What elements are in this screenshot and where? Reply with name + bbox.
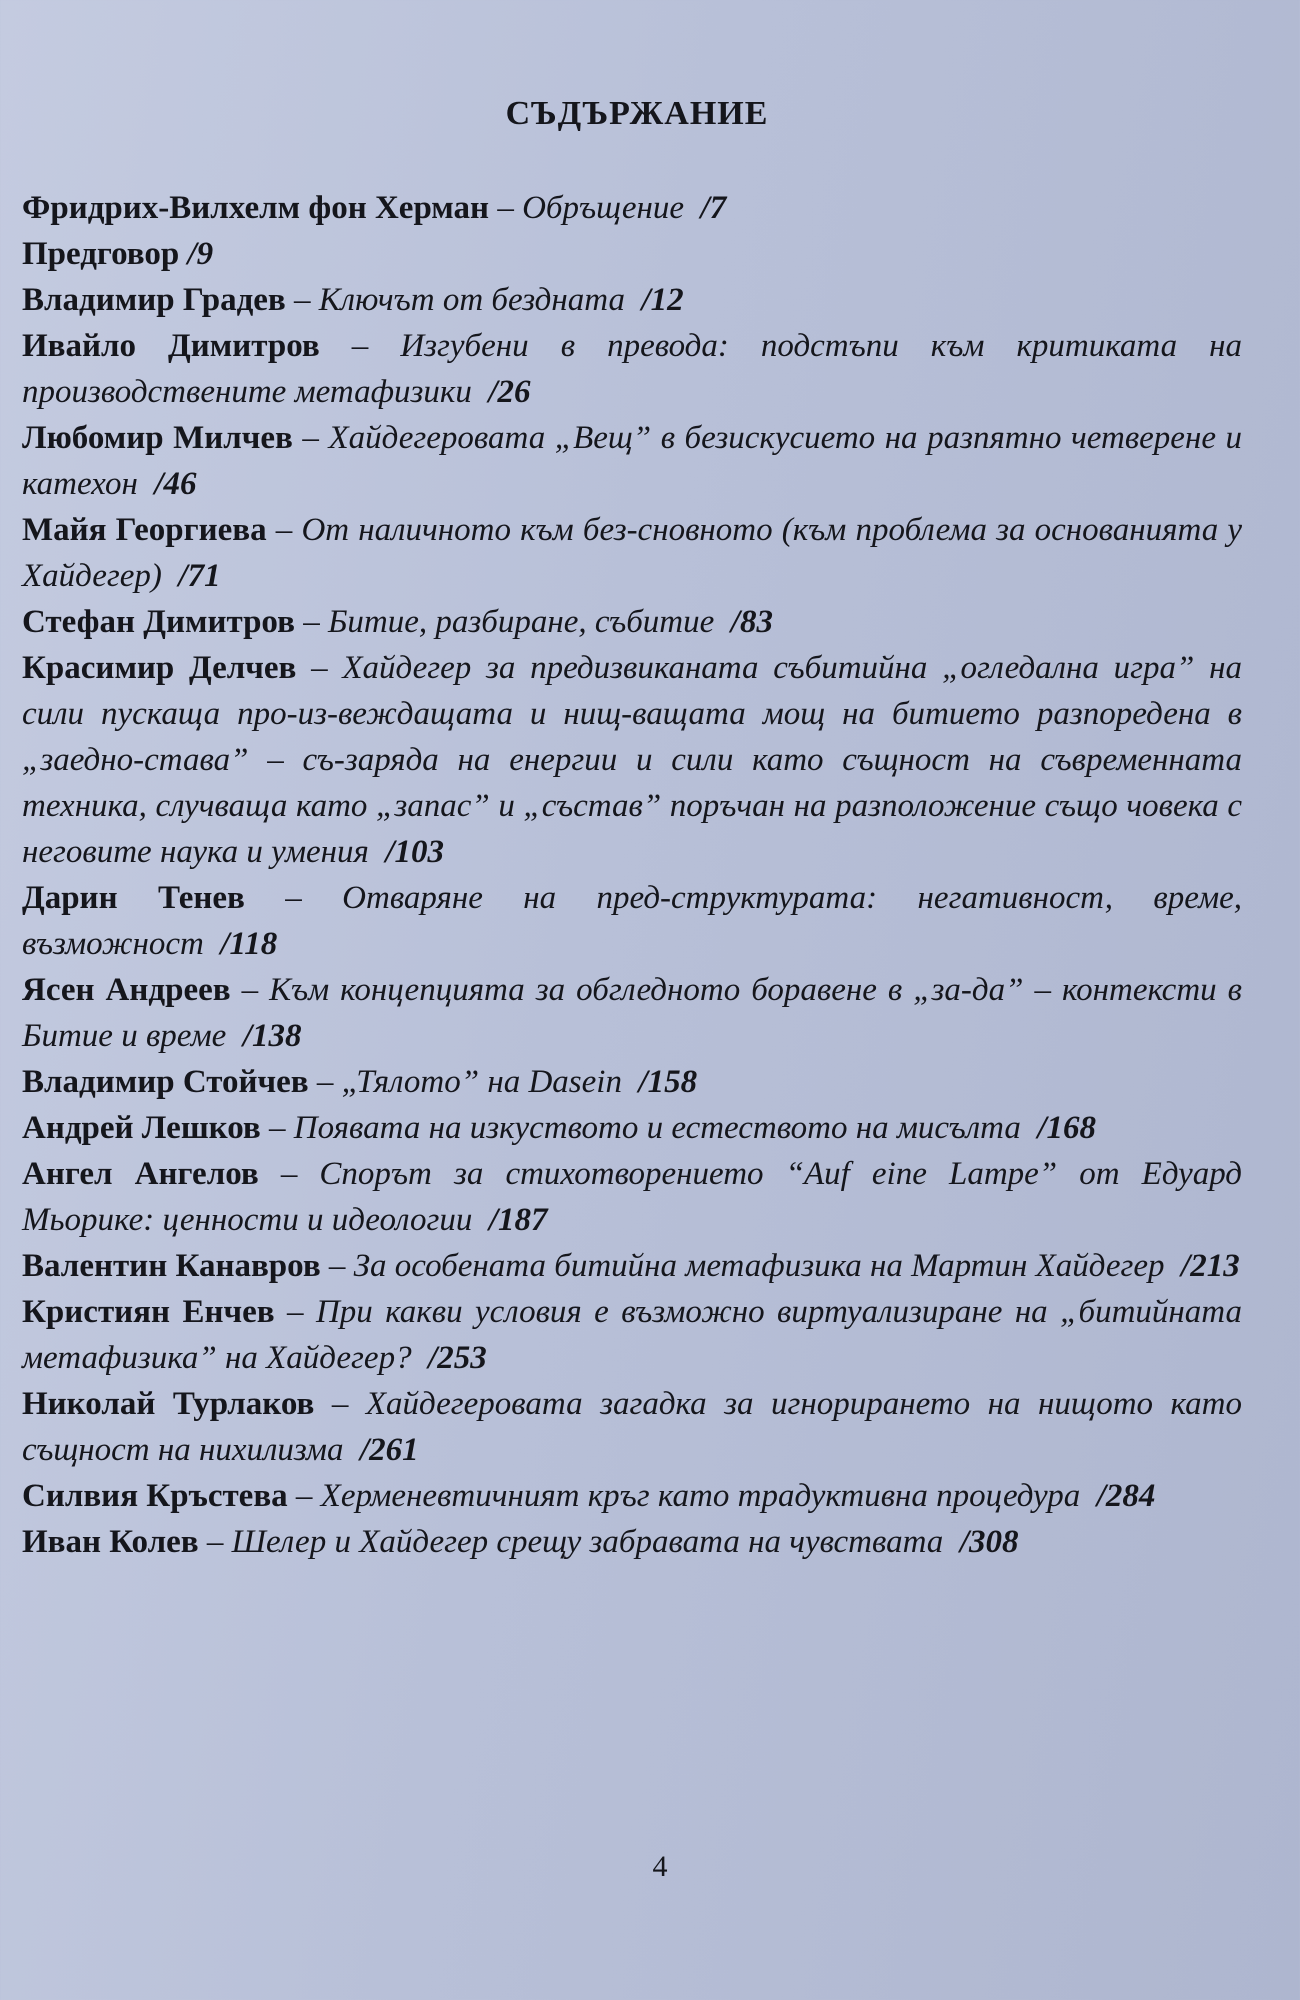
- toc-entry-page-number: /103: [385, 834, 445, 870]
- toc-entry-author: Владимир Градев: [22, 282, 286, 318]
- toc-entry: [22, 231, 1242, 277]
- toc-entry-title: При какви условия е възможно виртуализиране на „битийната метафизика” на Хайдегер?: [22, 1294, 1243, 1376]
- toc-entry: [22, 415, 1242, 507]
- toc-entry-title: Херменевтичният кръг като традуктивна процедура: [320, 1478, 1081, 1514]
- toc-entry-separator: –: [198, 1524, 232, 1560]
- toc-entry: [22, 1381, 1242, 1473]
- toc-entry-author: Любомир Милчев: [22, 420, 293, 456]
- table-of-contents: [22, 185, 1242, 1565]
- page-number: 4: [652, 1850, 668, 1883]
- toc-entry-separator: –: [314, 1386, 366, 1422]
- toc-entry-separator: –: [230, 972, 270, 1008]
- toc-entry: [22, 1059, 1242, 1105]
- toc-entry-author: Силвия Кръстева: [22, 1478, 288, 1514]
- toc-entry-title: Хайдегер за предизвиканата събитийна „огледална игра” на сили пускаща про-из-веждащата и нищ-ващата мощ на битието разпоредена в „заедно-става” – съ-заряда на енергии и сили като същност на съвременната техника, случваща като „запас” и „състав” поръчан на разположение също човека с неговите наука и умения: [22, 650, 1242, 870]
- toc-entry: [22, 875, 1242, 967]
- toc-entry: [22, 1151, 1242, 1243]
- toc-entry-separator: –: [294, 604, 328, 640]
- toc-entry-title: „Тялото” на Dasein: [341, 1064, 622, 1100]
- toc-entry-author: Валентин Канавров: [22, 1248, 321, 1284]
- toc-entry-page-number: /213: [1181, 1248, 1240, 1284]
- toc-entry-author: Кристиян Енчев: [22, 1294, 275, 1330]
- toc-entry-title: Шелер и Хайдегер срещу забравата на чувствата: [231, 1524, 944, 1560]
- toc-entry-separator: –: [489, 190, 523, 226]
- toc-entry-author: Владимир Стойчев: [22, 1064, 309, 1100]
- toc-entry-page-number: /26: [488, 374, 531, 410]
- toc-entry-title: За особената битийна метафизика на Мартин Хайдегер: [353, 1248, 1165, 1284]
- toc-entry: [22, 599, 1242, 645]
- toc-entry-author: Николай Турлаков: [22, 1386, 315, 1422]
- toc-entry: [22, 1519, 1242, 1565]
- toc-entry: [22, 1473, 1242, 1519]
- toc-entry-title: Ключът от бездната: [318, 282, 625, 318]
- toc-entry-separator: –: [266, 512, 302, 548]
- toc-entry-page-number: /308: [959, 1524, 1019, 1560]
- toc-entry-page-number: /261: [360, 1432, 419, 1468]
- toc-entry-title: Битие, разбиране, събитие: [327, 604, 715, 640]
- toc-entry-separator: –: [274, 1294, 316, 1330]
- toc-entry-title: Изгубени в превода: подстъпи към критиката на производствените метафизики: [22, 328, 1242, 410]
- toc-entry-page-number: /118: [220, 926, 278, 962]
- toc-entry: [22, 967, 1242, 1059]
- toc-entry-author: Майя Георгиева: [22, 512, 267, 548]
- toc-entry-page-number: /187: [488, 1202, 548, 1238]
- toc-entry: [22, 185, 1242, 231]
- toc-entry-separator: –: [319, 328, 401, 364]
- toc-entry-title: Хайдегеровата загадка за игнорирането на нищото като същност на нихилизма: [22, 1386, 1242, 1468]
- toc-entry-title: Обръщение: [522, 190, 685, 226]
- toc-entry-separator: –: [287, 1478, 321, 1514]
- toc-entry-separator: –: [292, 420, 329, 456]
- page-title: СЪДЪРЖАНИЕ: [505, 95, 769, 132]
- toc-entry-separator: –: [244, 880, 343, 916]
- toc-entry-title: От наличното към без-сновното (към проблема за основанията у Хайдегер): [22, 512, 1242, 594]
- toc-entry-title: Появата на изкуството и естеството на мисълта: [293, 1110, 1021, 1146]
- toc-entry-page-number: /71: [178, 558, 221, 594]
- toc-entry-separator: –: [260, 1110, 294, 1146]
- toc-entry-page-number: /284: [1096, 1478, 1156, 1514]
- toc-entry-author: Стефан Димитров: [22, 604, 295, 640]
- toc-entry-page-number: /168: [1037, 1110, 1097, 1146]
- toc-entry: [22, 507, 1242, 599]
- toc-entry-title: Спорът за стихотворението “Auf eine Lampe” от Едуард Мьорике: ценности и идеологии: [22, 1156, 1242, 1238]
- toc-entry-author: Ивайло Димитров: [22, 328, 320, 364]
- toc-entry-page-number: /9: [187, 236, 214, 272]
- toc-entry: [22, 1105, 1242, 1151]
- toc-entry-separator: –: [308, 1064, 342, 1100]
- toc-entry-author: Ангел Ангелов: [22, 1156, 259, 1192]
- toc-entry-page-number: /138: [242, 1018, 302, 1054]
- toc-entry-page-number: /7: [700, 190, 727, 226]
- toc-entry-separator: –: [320, 1248, 354, 1284]
- toc-entry-author: Предговор: [22, 236, 180, 272]
- toc-entry-author: Ясен Андреев: [22, 972, 231, 1008]
- toc-entry-page-number: /12: [641, 282, 684, 318]
- toc-entry-page-number: /253: [428, 1340, 487, 1376]
- toc-entry-separator: –: [285, 282, 319, 318]
- toc-entry: [22, 645, 1242, 875]
- toc-entry-author: Фридрих-Вилхелм фон Херман: [22, 190, 490, 226]
- toc-entry-title: Отваряне на пред-структурата: негативност, време, възможност: [22, 880, 1243, 962]
- toc-entry-separator: –: [258, 1156, 320, 1192]
- toc-entry-author: Дарин Тенев: [22, 880, 245, 916]
- toc-entry-title: Към концепцията за обгледното боравене в „за-да” – контексти в Битие и време: [22, 972, 1242, 1054]
- toc-entry: [22, 1289, 1242, 1381]
- toc-entry-page-number: /83: [730, 604, 773, 640]
- toc-entry-page-number: /46: [154, 466, 197, 502]
- toc-entry: [22, 323, 1242, 415]
- toc-entry-author: Андрей Лешков: [22, 1110, 261, 1146]
- toc-entry-title: Хайдегеровата „Вещ” в безискусието на разпятно четверене и катехон: [22, 420, 1243, 502]
- toc-entry: [22, 1243, 1242, 1289]
- toc-entry: [22, 277, 1242, 323]
- toc-entry-author: Красимир Делчев: [22, 650, 297, 686]
- toc-entry-page-number: /158: [638, 1064, 698, 1100]
- toc-entry-separator: –: [296, 650, 343, 686]
- toc-entry-author: Иван Колев: [22, 1524, 199, 1560]
